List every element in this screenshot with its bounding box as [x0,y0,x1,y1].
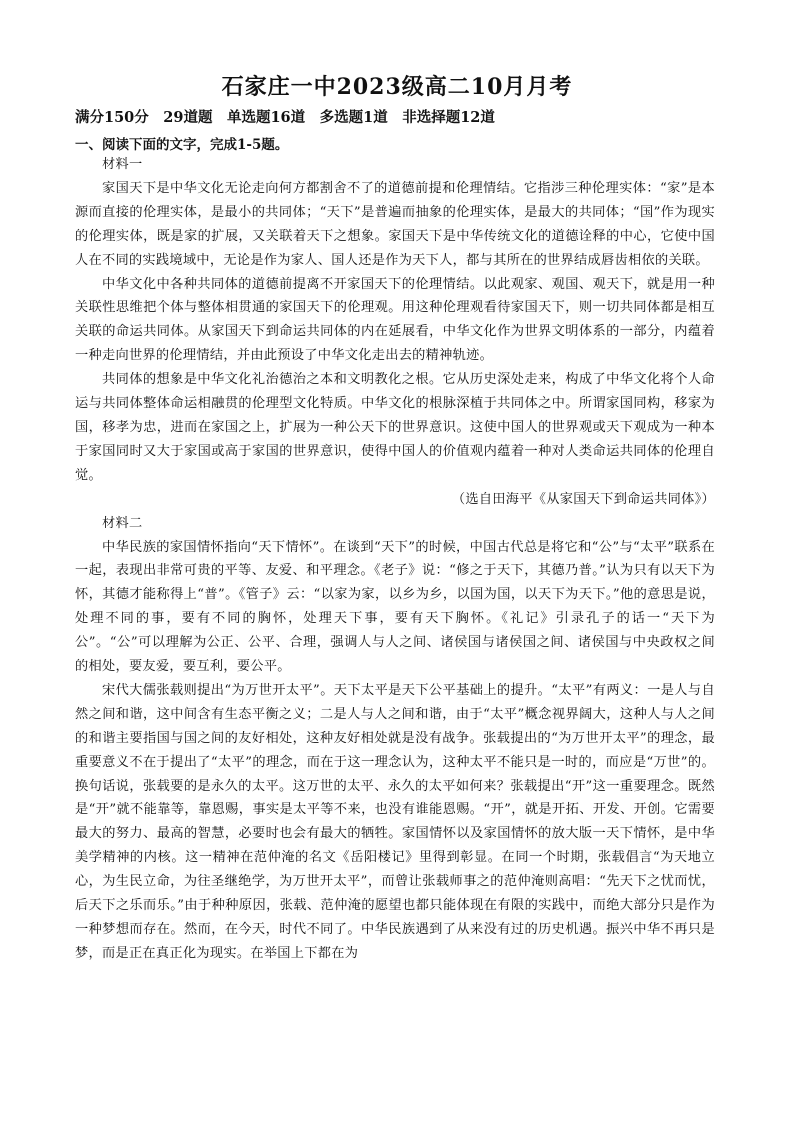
paragraph: 宋代大儒张载则提出“为万世开太平”。天下太平是天下公平基础上的提升。“太平”有两义：一是人与自然之间和谐，这中间含有生态平衡之义；二是人与人之间和谐，由于“太平”概念视界阔大，这种人与人之间的和谐主要指国与国之间的友好相处，这种友好相处就是没有战争。张载提出的“为万世开太平”的理念，最重要意义不在于提出了“太平”的理念，而在于这一理念认为，这种太平不能只是一时的，而应是“万世”的。换句话说，张载要的是永久的太平。这万世的太平、永久的太平如何来？张载提出“开”这一重要理念。既然是“开”就不能靠等，靠恩赐，事实是太平等不来，也没有谁能恩赐。“开”，就是开拓、开发、开创。它需要最大的努力、最高的智慧，必要时也会有最大的牺牲。家国情怀以及家国情怀的放大版一天下情怀，是中华美学精神的内核。这一精神在范仲淹的名文《岳阳楼记》里得到彰显。在同一个时期，张载倡言“为天地立心，为生民立命，为往圣继绝学，为万世开太平”，而曾让张载师事之的范仲淹则高唱：“先天下之忧而忧，后天下之乐而乐。”由于种种原因，张载、范仲淹的愿望也都只能体现在有限的实践中，而绝大部分只是作为一种梦想而存在。然而，在今天，时代不同了。中华民族遇到了从来没有过的历史机遇。振兴中华不再只是梦，而是正在真正化为现实。在举国上下都在为 [75,682,715,961]
exam-title: 石家庄一中2023级高二10月月考 [221,74,573,100]
section-heading: 一、阅读下面的文字，完成1-5题。 [75,137,289,153]
exam-meta: 满分150分 29道题 单选题16道 多选题1道 非选择题12道 [75,109,495,126]
paragraph: 中华文化中各种共同体的道德前提离不开家国天下的伦理情结。以此观家、观国、观天下，就是用一种关联性思维把个体与整体相贯通的家国天下的伦理观。用这种伦理观看待家国天下，则一切共同体都是相互关联的命运共同体。从家国天下到命运共同体的内在延展看，中华文化作为世界文明体系的一部分，内蕴着一种走向世界的伦理情结，并由此预设了中华文化走出去的精神轨迹。 [75,276,715,364]
paragraph: 中华民族的家国情怀指向“天下情怀”。在谈到“天下”的时候，中国古代总是将它和“公”与“太平”联系在一起，表现出非常可贵的平等、友爱、和平理念。《老子》说：“修之于天下，其德乃普。”认为只有以天下为怀，其德才能称得上“普”。《管子》云：“以家为家，以乡为乡，以国为国，以天下为天下。”他的意思是说，处理不同的事，要有不同的胸怀，处理天下事，要有天下胸怀。《礼记》引录孔子的话一“天下为公”。“公”可以理解为公正、公平、合理，强调人与人之间、诸侯国与诸侯国之间、诸侯国与中央政权之间的相处，要友爱，要互利，要公平。 [75,539,715,675]
reading-passage [75,153,715,966]
material-heading: 材料二 [102,515,143,531]
paragraph: 共同体的想象是中华文化礼治德治之本和文明教化之根。它从历史深处走来，构成了中华文化将个人命运与共同体整体命运相融贯的伦理型文化特质。中华文化的根脉深植于共同体之中。所谓家国同构，移家为国，移孝为忠，进而在家国之上，扩展为一种公天下的世界意识。这使中国人的世界观或天下观成为一种本于家国同时又大于家国或高于家国的世界意识，使得中国人的价值观内蕴着一种对人类命运共同体的伦理自觉。 [75,372,715,483]
source-citation: （选自田海平《从家国天下到命运共同体》） [451,491,715,507]
paragraph: 家国天下是中华文化无论走向何方都割舍不了的道德前提和伦理情结。它指涉三种伦理实体：“家”是本源而直接的伦理实体，是最小的共同体；“天下”是普遍而抽象的伦理实体，是最大的共同体；“国”作为现实的伦理实体，既是家的扩展，又关联着天下之想象。家国天下是中华传统文化的道德诠释的中心，它使中国人在不同的实践境域中，无论是作为家人、国人还是作为天下人，都与其所在的世界结成唇齿相依的关联。 [75,180,715,268]
material-heading: 材料一 [102,157,143,172]
